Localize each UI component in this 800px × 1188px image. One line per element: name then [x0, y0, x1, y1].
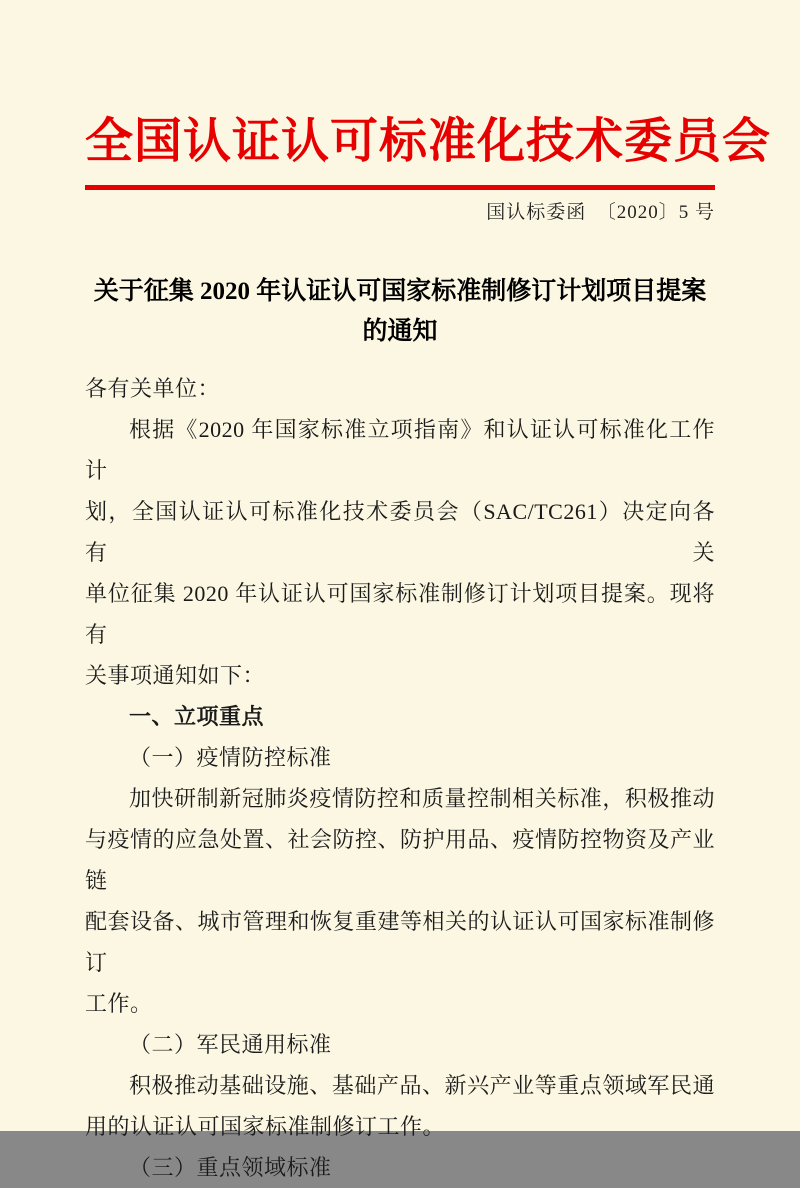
letterhead-org-name: 全国认证认可标准化技术委员会: [85, 115, 772, 168]
body-line: 与疫情的应急处置、社会防控、防护用品、疫情防控物资及产业链: [85, 827, 716, 893]
body-line: 根据《2020 年国家标准立项指南》和认证认可标准化工作计: [85, 417, 715, 483]
body-line: 划，全国认证认可标准化技术委员会（SAC/TC261）决定向各有关: [85, 499, 715, 565]
document-title-line1: 关于征集 2020 年认证认可国家标准制修订计划项目提案: [93, 278, 707, 305]
document-title-line2: 的通知: [362, 318, 438, 345]
letterhead-rule: [85, 185, 715, 190]
body-section-heading: 一、立项重点: [129, 704, 265, 729]
document-body: [85, 368, 715, 1188]
body-subheading: （一）疫情防控标准: [129, 745, 332, 770]
document-title: [85, 272, 715, 352]
document-ref-number: 国认标委函 〔2020〕5 号: [486, 202, 715, 223]
body-line: 用的认证认可国家标准制修订工作。: [85, 1114, 446, 1139]
body-line: 积极推动基础设施、基础产品、新兴产业等重点领域军民通: [129, 1073, 715, 1098]
body-line: 配套设备、城市管理和恢复重建等相关的认证认可国家标准制修订: [85, 909, 716, 975]
body-subheading: （二）军民通用标准: [129, 1032, 332, 1057]
body-subheading: （三）重点领域标准: [129, 1155, 332, 1180]
body-line: 单位征集 2020 年认证认可国家标准制修订计划项目提案。现将有: [85, 581, 715, 647]
body-line: 各有关单位：: [85, 376, 221, 401]
body-line: 加快研制新冠肺炎疫情防控和质量控制相关标准，积极推动: [129, 786, 715, 811]
body-line: 工作。: [85, 991, 153, 1016]
document-content: [85, 0, 772, 1188]
body-line: 关事项通知如下：: [85, 663, 266, 688]
